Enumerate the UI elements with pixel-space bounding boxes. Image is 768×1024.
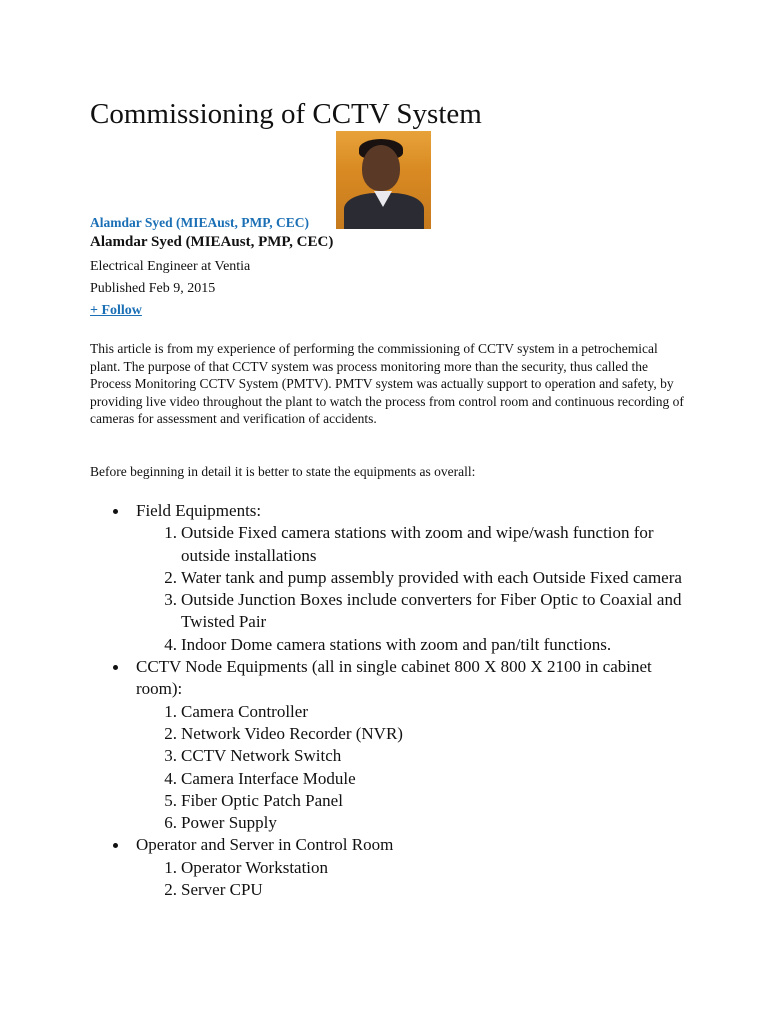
overview-paragraph: Before beginning in detail it is better to state the equipments as overall: xyxy=(90,464,476,479)
list-item xyxy=(136,723,690,745)
equipment-group-label: Field Equipments: xyxy=(136,501,262,520)
sub-list xyxy=(136,857,690,902)
published-date: Published Feb 9, 2015 xyxy=(90,281,216,296)
item-text: Indoor Dome camera stations with zoom and pan/tilt functions. xyxy=(181,634,612,654)
list-item xyxy=(136,879,690,901)
equipment-list xyxy=(90,500,690,901)
item-text: Server CPU xyxy=(181,880,263,900)
sub-list xyxy=(136,522,690,656)
item-number: 2. xyxy=(164,880,177,900)
item-number: 1. xyxy=(164,701,177,721)
item-text: Fiber Optic Patch Panel xyxy=(181,790,343,810)
bullet-icon xyxy=(113,509,118,514)
intro-paragraph: This article is from my experience of performing the commissioning of CCTV system in a petrochemical plant. The purpose of that CCTV system was process monitoring more than the security, thus called the Process Monitoring CCTV System (PMTV). PMTV system was actually support to operation and safety, by providing live video throughout the plant to watch the process from control room and continuous recording of cameras for assessment and verification of accidents. xyxy=(90,341,684,427)
bullet-icon xyxy=(113,843,118,848)
list-item xyxy=(136,745,690,767)
item-number: 4. xyxy=(164,634,177,654)
bullet-icon xyxy=(113,665,118,670)
avatar-face xyxy=(362,145,400,191)
item-text: Outside Fixed camera stations with zoom and wipe/wash function for outside installations xyxy=(181,523,654,565)
item-text: Outside Junction Boxes include converters for Fiber Optic to Coaxial and Twisted Pair xyxy=(181,590,682,632)
list-item xyxy=(90,656,690,834)
item-text: Camera Interface Module xyxy=(181,768,356,788)
item-number: 2. xyxy=(164,567,177,587)
author-avatar[interactable] xyxy=(336,131,431,229)
article-title: Commissioning of CCTV System xyxy=(90,98,482,130)
list-item xyxy=(136,768,690,790)
sub-list xyxy=(136,701,690,835)
list-item xyxy=(136,857,690,879)
item-text: Operator Workstation xyxy=(181,857,329,877)
item-text: Camera Controller xyxy=(181,701,308,721)
list-item xyxy=(90,834,690,901)
equipment-group-label: CCTV Node Equipments (all in single cabinet 800 X 800 X 2100 in cabinet room): xyxy=(136,657,652,699)
author-title: Electrical Engineer at Ventia xyxy=(90,259,251,274)
item-text: Water tank and pump assembly provided with each Outside Fixed camera xyxy=(181,567,682,587)
list-item xyxy=(136,634,690,656)
follow-button[interactable]: + Follow xyxy=(90,303,142,318)
author-profile-link[interactable]: Alamdar Syed (MIEAust, PMP, CEC) xyxy=(90,215,310,230)
list-item xyxy=(136,812,690,834)
author-name: Alamdar Syed (MIEAust, PMP, CEC) xyxy=(90,234,334,250)
item-number: 4. xyxy=(164,768,177,788)
item-number: 1. xyxy=(164,523,177,543)
item-number: 5. xyxy=(164,790,177,810)
item-number: 3. xyxy=(164,590,177,610)
equipment-group-label: Operator and Server in Control Room xyxy=(136,835,394,855)
list-item xyxy=(136,522,690,567)
item-number: 6. xyxy=(164,813,177,833)
list-item xyxy=(90,500,690,656)
list-item xyxy=(136,567,690,589)
list-item xyxy=(136,589,690,634)
item-text: Power Supply xyxy=(181,813,277,833)
item-number: 1. xyxy=(164,857,177,877)
list-item xyxy=(136,701,690,723)
item-text: CCTV Network Switch xyxy=(181,746,342,766)
item-number: 3. xyxy=(164,746,177,766)
author-header xyxy=(90,131,690,231)
item-text: Network Video Recorder (NVR) xyxy=(181,723,403,743)
list-item xyxy=(136,790,690,812)
item-number: 2. xyxy=(164,723,177,743)
